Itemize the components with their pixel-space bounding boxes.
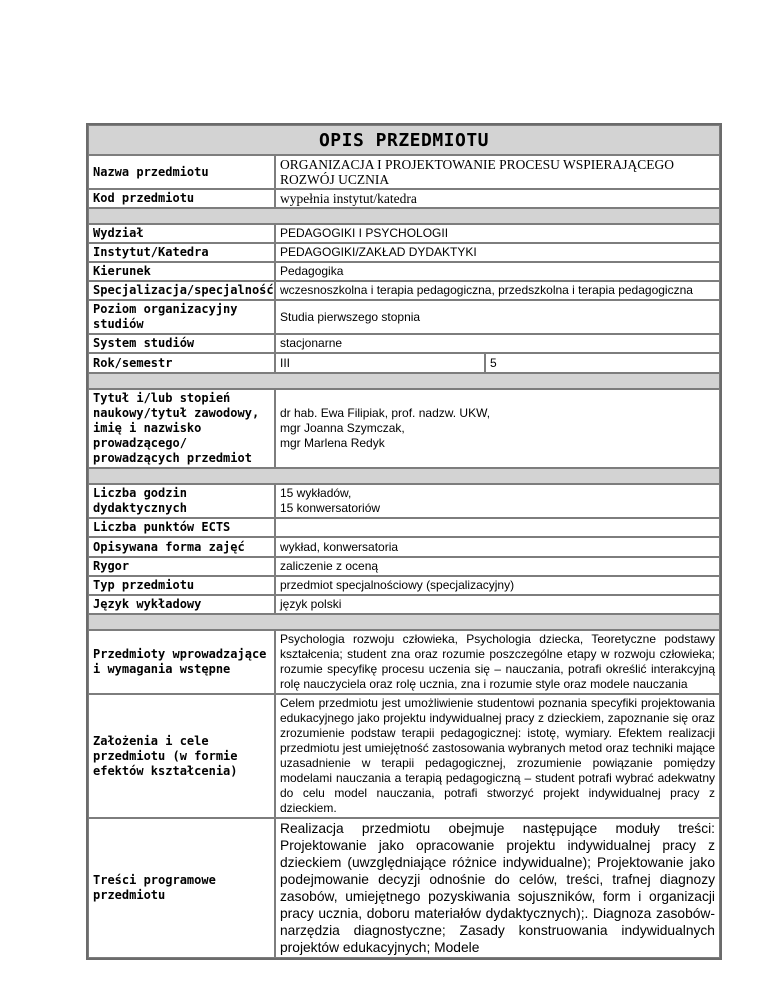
forma-label: Opisywana forma zajęć — [88, 537, 275, 557]
godziny-label: Liczba godzin dydaktycznych — [88, 484, 275, 518]
rygor-label: Rygor — [88, 557, 275, 576]
jezyk-label: Język wykładowy — [88, 595, 275, 614]
godziny-line: 15 konwersatoriów — [280, 501, 381, 515]
instytut-value: PEDAGOGIKI/ZAKŁAD DYDAKTYKI — [275, 243, 720, 262]
zalozenia-value: Celem przedmiotu jest umożliwienie studentowi poznania specyfiki projektowania edukacyjnego jako projektu indywidualnej pracy z dzieckiem, zapoznanie się oraz zrozumienie podstaw terapii pedagogicznej: istotę, wymiary. Efektem realizacji przedmiotu jest umiejętność zastosowania wybranych metod oraz techniki mające uzasadnienie w terapii pedagogicznej, zrozumienie powiązanie pomiędzy modelami nauczania a terapią pedagogiczną – student potrafi wybrać adekwatny do celu model nauczania, potrafi stworzyć projekt indywidualnej pracy z dzieckiem. — [275, 694, 720, 818]
rok-label: Rok/semestr — [88, 353, 275, 373]
kod-value: wypełnia instytut/katedra — [275, 189, 720, 208]
godziny-line: 15 wykładów, — [280, 486, 352, 500]
kierunek-value: Pedagogika — [275, 262, 720, 281]
course-table — [86, 123, 722, 960]
nazwa-value: ORGANIZACJA I PROJEKTOWANIE PROCESU WSPIERAJĄCEGO ROZWÓJ UCZNIA — [275, 155, 720, 189]
jezyk-value: język polski — [275, 595, 720, 614]
prowadzacy-label: Tytuł i/lub stopień naukowy/tytuł zawodowy, imię i nazwisko prowadzącego/ prowadzących przedmiot — [88, 389, 275, 468]
wydzial-label: Wydział — [88, 224, 275, 243]
typ-label: Typ przedmiotu — [88, 576, 275, 595]
wydzial-value: PEDAGOGIKI I PSYCHOLOGII — [275, 224, 720, 243]
section-divider — [88, 208, 720, 224]
prowadzacy-line: dr hab. Ewa Filipiak, prof. nadzw. UKW, — [280, 406, 491, 420]
godziny-value — [275, 484, 720, 518]
ects-label: Liczba punktów ECTS — [88, 518, 275, 537]
course-description-document — [86, 123, 722, 960]
section-divider — [88, 373, 720, 389]
prowadzacy-line: mgr Marlena Redyk — [280, 436, 385, 450]
prowadzacy-line: mgr Joanna Szymczak, — [280, 421, 405, 435]
rygor-value: zaliczenie z oceną — [275, 557, 720, 576]
section-divider — [88, 614, 720, 630]
typ-value: przedmiot specjalnościowy (specjalizacyjny) — [275, 576, 720, 595]
poziom-value: Studia pierwszego stopnia — [275, 300, 720, 334]
zalozenia-label: Założenia i cele przedmiotu (w formie efektów kształcenia) — [88, 694, 275, 818]
document-title: OPIS PRZEDMIOTU — [88, 125, 720, 155]
kod-label: Kod przedmiotu — [88, 189, 275, 208]
specjalizacja-label: Specjalizacja/specjalność — [88, 281, 275, 300]
poziom-label: Poziom organizacyjny studiów — [88, 300, 275, 334]
wymagania-value: Psychologia rozwoju człowieka, Psychologia dziecka, Teoretyczne podstawy kształcenia; student zna oraz rozumie poszczególne etapy w rozwoju człowieka; rozumie specyfikę procesu uczenia się – nauczania, potrafi określić interakcyjną rolę nauczyciela oraz rolę ucznia, zna i rozumie style oraz modele nauczania — [275, 630, 720, 694]
forma-value: wykład, konwersatoria — [275, 537, 720, 557]
kierunek-label: Kierunek — [88, 262, 275, 281]
system-label: System studiów — [88, 334, 275, 353]
specjalizacja-value: wczesnoszkolna i terapia pedagogiczna, przedszkolna i terapia pedagogiczna — [275, 281, 720, 300]
ects-value — [275, 518, 720, 537]
section-divider — [88, 468, 720, 484]
semestr-value: 5 — [485, 353, 720, 373]
rok-value: III — [275, 353, 485, 373]
instytut-label: Instytut/Katedra — [88, 243, 275, 262]
tresci-label: Treści programowe przedmiotu — [88, 818, 275, 958]
nazwa-label: Nazwa przedmiotu — [88, 155, 275, 189]
prowadzacy-value — [275, 389, 720, 468]
wymagania-label: Przedmioty wprowadzające i wymagania wstępne — [88, 630, 275, 694]
tresci-value: Realizacja przedmiotu obejmuje następujące moduły treści: Projektowanie jako opracowanie projektu indywidualnej pracy z dzieckiem (uwzględniające różnice indywidualne); Projektowanie jako podejmowanie decyzji odnośnie do celów, treści, trafnej diagnozy zasobów, umiejętnego pozyskiwania sojuszników, form i organizacji pracy ucznia, doboru materiałów dydaktycznych);. Diagnoza zasobów-narzędzia diagnostyczne; Zasady konstruowania indywidualnych projektów edukacyjnych; Modele — [275, 818, 720, 958]
system-value: stacjonarne — [275, 334, 720, 353]
